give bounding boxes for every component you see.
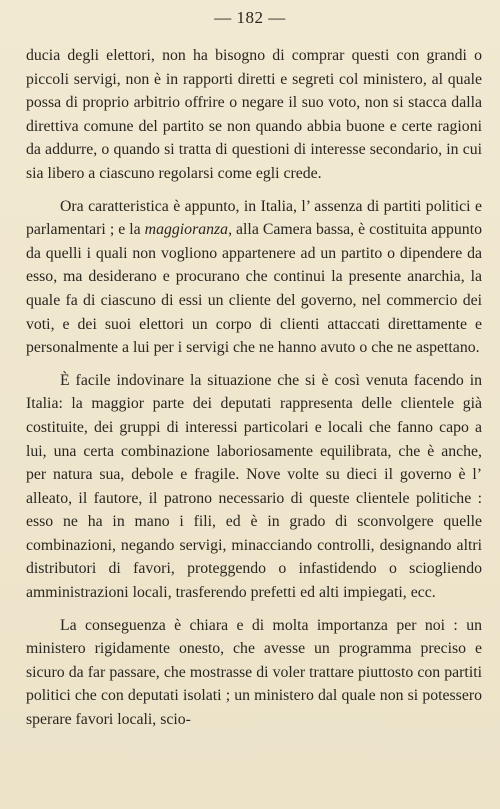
paragraph-text-after: , alla Camera bassa, è costituita appunto da quelli i quali non vogliono appartenere ad un partito o dipendere da esso, ma desiderano e procurano che continui la presente anarchia, la quale fa di ciascuno di essi un cliente del governo, nel commercio dei voti, e dei suoi elettori un corpo di clienti attaccati direttamente e personalmente a lui per i servigi che ne hanno avuto o che ne aspettano. bbox=[26, 221, 482, 357]
paragraph-consequence: La conseguenza è chiara e di molta importanza per noi : un ministero rigidamente onesto, che avesse un programma preciso e sicuro da far passare, che mostrasse di voler trattare piuttosto con partiti politici che con deputati isolati ; un ministero dal quale non si potessero sperare favori locali, scio- bbox=[26, 616, 482, 729]
paragraph-situation: È facile indovinare la situazione che si è così venuta facendo in Italia: la maggior parte dei deputati rappresenta delle clientele già costituite, dei gruppi di interessi particolari e locali che fanno capo a lui, una certa combinazione laboriosamente equilibrata, che è anche, per natura sua, debole e fragile. Nove volte su dieci il governo è l’ alleato, il fautore, il patrono necessario di queste clientele politiche : esso ne ha in mano i fili, ed è in grado di sconvolgere quelle combinazioni, negando servigi, minacciando controlli, designando altri distributori di favori, proteggendo o infastidendo o sciogliendo amministrazioni locali, trasferendo prefetti ed alti impiegati, ecc. bbox=[26, 371, 482, 602]
page-number: — 182 — bbox=[214, 8, 286, 27]
paragraph-text-before: Ora caratteristica è appunto, in Italia, l’ assenza di partiti politici e parlamentari ; e la bbox=[26, 197, 482, 239]
page-body bbox=[26, 44, 482, 732]
paragraph-continuation: ducia degli elettori, non ha bisogno di comprar questi con grandi o piccoli servigi, non è in rapporti diretti e segreti col ministero, al quale possa di proprio arbitrio offrire o negare il suo voto, non si stacca dalla direttiva comune del partito se non quando abbia buone e certe ragioni da addurre, o quando si tratta di questioni di interesse secondario, in cui sia libero a ciascuno regolarsi come egli crede. bbox=[26, 47, 482, 182]
paragraph-characteristic bbox=[26, 195, 482, 360]
emphasized-term: maggioranza bbox=[144, 221, 229, 239]
